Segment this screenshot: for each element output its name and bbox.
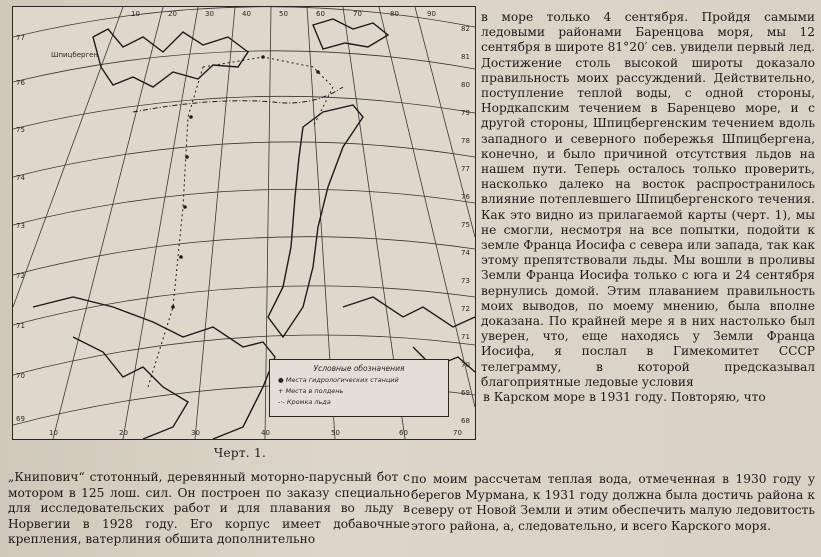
legend-item: ● Места гидрологических станций: [278, 376, 399, 384]
top-scale-label: 70: [353, 10, 362, 18]
top-scale-label: 90: [427, 10, 436, 18]
paragraph: „Книпович“ стотонный, деревянный моторно-парусный бот с мотором в 125 лош. сил. Он построен по заказу специально для исследовательских работ и для плавания во льду в Норвегии в 1928 году. Его корпус имеет добавочные крепления, ватерлиния обшита дополнительно: [8, 470, 410, 547]
right-scale-label: 82: [461, 25, 470, 33]
top-scale-label: 10: [131, 10, 140, 18]
figure-caption: Черт. 1.: [213, 446, 267, 460]
legend-title: Условные обозначения: [313, 364, 405, 373]
bottom-scale-label: 50: [331, 429, 340, 437]
right-scale-label: 75: [461, 221, 470, 229]
right-scale-label: 72: [461, 305, 470, 313]
left-scale-label: 69: [16, 415, 25, 423]
right-scale-label: 76: [461, 193, 470, 201]
bottom-scale-label: 30: [191, 429, 200, 437]
bottom-scale-label: 70: [453, 429, 462, 437]
right-scale-label: 74: [461, 249, 470, 257]
left-scale-label: 75: [16, 126, 25, 134]
left-scale-label: 77: [16, 34, 25, 42]
left-scale-label: 72: [16, 272, 25, 280]
legend-item: -·- Кромка льда: [278, 398, 331, 406]
map-figure: [12, 6, 476, 440]
right-scale-label: 71: [461, 333, 470, 341]
bottom-left-text: [8, 470, 410, 548]
right-scale-label: 80: [461, 81, 470, 89]
bottom-scale-label: 20: [119, 429, 128, 437]
paragraph: в Карском море в 1931 году. Повторяю, что: [483, 390, 766, 405]
bottom-right-text: [411, 472, 815, 534]
left-scale-label: 76: [16, 79, 25, 87]
top-scale-label: 50: [279, 10, 288, 18]
right-scale-label: 77: [461, 165, 470, 173]
left-scale-label: 71: [16, 322, 25, 330]
right-scale-label: 81: [461, 53, 470, 61]
top-scale-label: 80: [390, 10, 399, 18]
map-legend: [269, 359, 449, 417]
bottom-scale-label: 10: [49, 429, 58, 437]
right-scale-label: 79: [461, 109, 470, 117]
right-scale-label: 69: [461, 389, 470, 397]
place-label: Шпицберген: [51, 51, 99, 59]
left-scale-label: 70: [16, 372, 25, 380]
paragraph: по моим рассчетам теплая вода, отмеченная в 1930 году у берегов Мурмана, к 1931 году должна была достичь района к северу от Новой Земли и этим обеспечить малую ледовитость этого района, а, следовательно, и всего Карского моря.: [411, 472, 815, 533]
right-scale-label: 78: [461, 137, 470, 145]
paragraph: в море только 4 сентября. Пройдя самыми ледовыми районами Баренцова моря, мы 12 сентября в широте 81°20′ сев. увидели первый лед. Достижение столь высокой широты доказало правильность моих рассуждений. Действительно, поступление теплой воды, с одной стороны, Нордкапским течением в Баренцево море, и с другой стороны, Шпицбергенским течением вдоль западного и северного побережья Шпицбергена, конечно, и было причиной отсутствия льдов на нашем пути. Теперь осталось только проверить, насколько далеко на восток распространилось влияние потеплевшего Шпицбергенского течения. Как это видно из прилагаемой карты (черт. 1), мы не смогли, несмотря на все попытки, подойти к земле Франца Иосифа с севера или запада, так как этому препятствовали льды. Мы вошли в проливы Земли Франца Иосифа только с юга и 24 сентября вернулись домой. Этим плаванием правильность моих выводов, по моему мнению, была вполне доказана. По крайней мере я в них настолько был уверен, что, еще находясь у Земли Франца Иосифа, я послал в Гимекомитет СССР телеграмму, в которой предсказывал благоприятные ледовые условия: [481, 10, 815, 389]
top-scale-label: 30: [205, 10, 214, 18]
left-scale-label: 74: [16, 174, 25, 182]
bottom-scale-label: 40: [261, 429, 270, 437]
legend-item-label: Места в полдень: [285, 387, 344, 395]
top-scale-label: 60: [316, 10, 325, 18]
right-scale-label: 70: [461, 361, 470, 369]
right-column-text: [481, 10, 815, 405]
legend-item-label: Места гидрологических станций: [285, 376, 399, 384]
right-scale-label: 68: [461, 417, 470, 425]
right-scale-label: 73: [461, 277, 470, 285]
left-scale-label: 73: [16, 222, 25, 230]
top-scale-label: 40: [242, 10, 251, 18]
top-scale-label: 20: [168, 10, 177, 18]
legend-item-label: Кромка льда: [286, 398, 331, 406]
legend-item: + Места в полдень: [278, 387, 344, 395]
bottom-scale-label: 60: [399, 429, 408, 437]
